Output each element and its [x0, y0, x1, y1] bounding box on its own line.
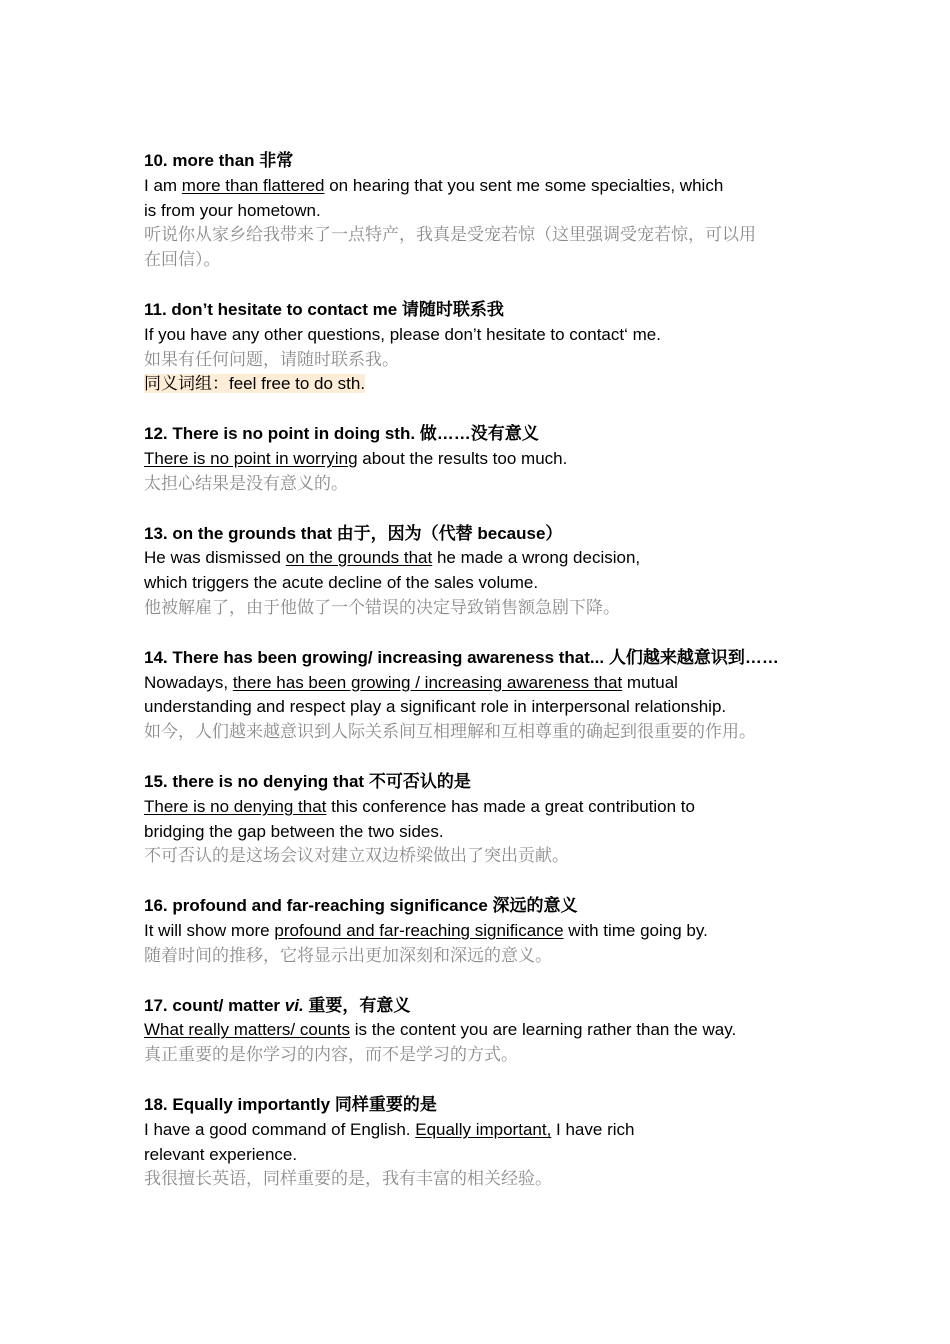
part-of-speech: vi.	[284, 995, 304, 1015]
example-sentence: which triggers the acute decline of the sales volume.	[144, 573, 539, 593]
translation: 在回信）。	[144, 250, 221, 270]
translation: 如今，人们越来越意识到人际关系间互相理解和互相尊重的确起到很重要的作用。	[144, 722, 756, 742]
entry-heading: 10. more than 非常	[144, 151, 294, 170]
translation: 听说你从家乡给我带来了一点特产，我真是受宠若惊（这里强调受宠若惊，可以用	[144, 225, 756, 245]
entry-10	[144, 149, 824, 273]
example-sentence: There is no denying that this conference has made a great contribution to	[144, 796, 695, 816]
underlined-phrase: profound and far-reaching significance	[274, 920, 564, 940]
underlined-phrase: There is no point in worrying	[144, 448, 358, 468]
entry-13	[144, 522, 824, 621]
entry-11	[144, 298, 824, 397]
document-page	[144, 149, 824, 1217]
entry-18	[144, 1093, 824, 1192]
entry-heading: 18. Equally importantly 同样重要的是	[144, 1094, 437, 1114]
example-sentence: is from your hometown.	[144, 200, 321, 220]
entry-15	[144, 770, 824, 869]
example-sentence: bridging the gap between the two sides.	[144, 821, 444, 841]
example-sentence: understanding and respect play a significant role in interpersonal relationship.	[144, 697, 727, 717]
example-sentence: relevant experience.	[144, 1144, 298, 1164]
translation: 真正重要的是你学习的内容，而不是学习的方式。	[144, 1045, 518, 1065]
translation: 如果有任何问题，请随时联系我。	[144, 349, 399, 369]
synonym-note	[144, 372, 824, 397]
underlined-phrase: on the grounds that	[285, 548, 433, 568]
entry-17	[144, 994, 824, 1068]
highlighted-note: 同义词组：feel free to do sth.	[144, 374, 366, 394]
entry-heading: 14. There has been growing/ increasing awareness that... 人们越来越意识到……	[144, 647, 779, 667]
translation: 太担心结果是没有意义的。	[144, 473, 348, 493]
example-sentence: What really matters/ counts is the content you are learning rather than the way.	[144, 1020, 737, 1040]
underlined-phrase: there has been growing / increasing awareness that	[232, 672, 623, 692]
entry-heading: 12. There is no point in doing sth. 做……没有意义	[144, 424, 539, 444]
example-sentence: There is no point in worrying about the results too much.	[144, 448, 568, 468]
entry-heading: 15. there is no denying that 不可否认的是	[144, 771, 471, 791]
example-sentence: He was dismissed on the grounds that he made a wrong decision,	[144, 548, 641, 568]
underlined-phrase: more than flattered	[181, 175, 325, 195]
underlined-phrase: There is no denying that	[144, 796, 327, 816]
entry-heading: 13. on the grounds that 由于，因为（代替 because）	[144, 523, 563, 543]
entry-16	[144, 894, 824, 968]
entry-heading: 16. profound and far-reaching significance 深远的意义	[144, 896, 578, 916]
example-sentence: I have a good command of English. Equally important, I have rich	[144, 1119, 635, 1139]
entry-14	[144, 646, 824, 745]
translation: 随着时间的推移，它将显示出更加深刻和深远的意义。	[144, 945, 552, 965]
translation: 我很擅长英语，同样重要的是，我有丰富的相关经验。	[144, 1169, 552, 1189]
entry-heading: 11. don’t hesitate to contact me 请随时联系我	[144, 299, 504, 319]
underlined-phrase: Equally important,	[415, 1119, 552, 1139]
example-sentence: I am more than flattered on hearing that you sent me some specialties, which	[144, 175, 724, 195]
example-sentence: If you have any other questions, please don’t hesitate to contact‘ me.	[144, 324, 661, 344]
translation: 不可否认的是这场会议对建立双边桥梁做出了突出贡献。	[144, 846, 569, 866]
translation: 他被解雇了，由于他做了一个错误的决定导致销售额急剧下降。	[144, 597, 620, 617]
underlined-phrase: What really matters/ counts	[144, 1020, 350, 1040]
example-sentence: It will show more profound and far-reaching significance with time going by.	[144, 920, 708, 940]
example-sentence: Nowadays, there has been growing / increasing awareness that mutual	[144, 672, 678, 692]
entry-heading: 17. count/ matter vi. 重要，有意义	[144, 995, 411, 1015]
entry-12	[144, 422, 824, 496]
